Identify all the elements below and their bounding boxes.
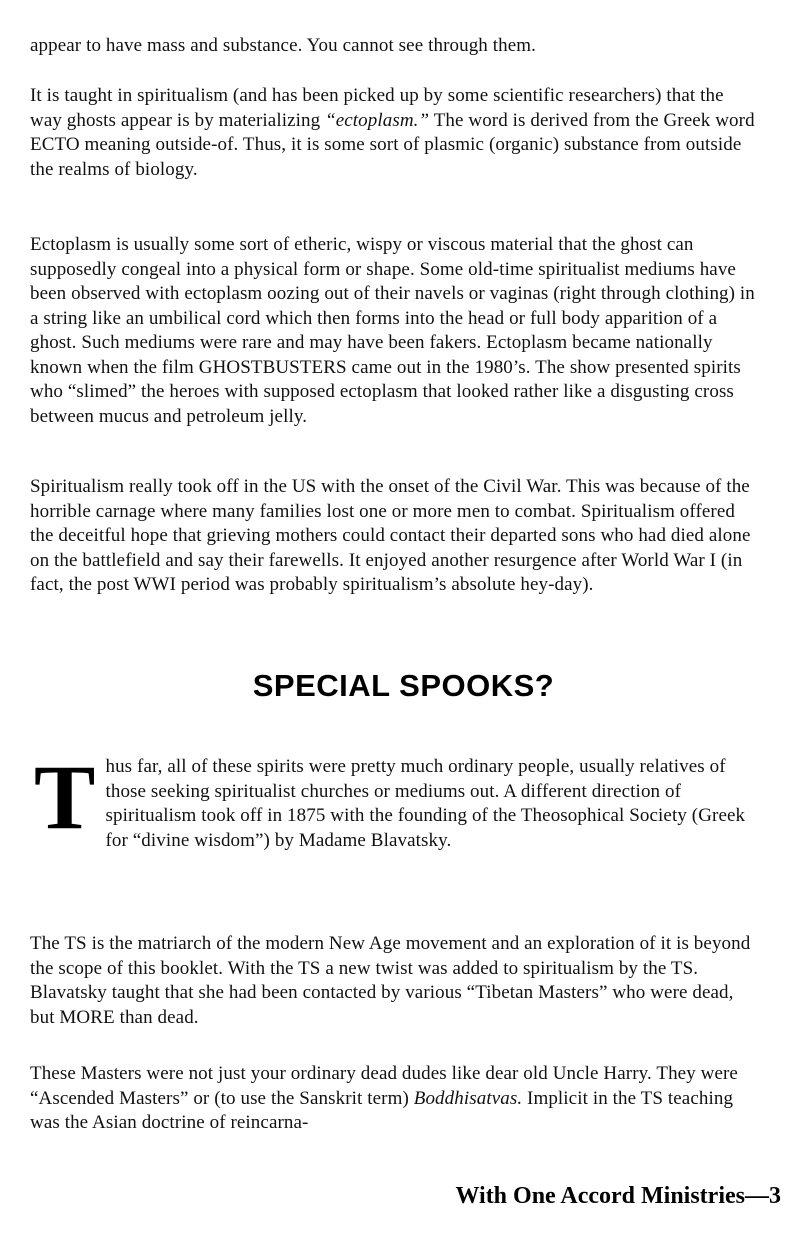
- paragraph-6: [30, 932, 760, 1030]
- paragraph-2-text-a: It is taught in spiritualism (and has been picked up by some scientific researchers) that the way ghosts appear is by materializing: [30, 85, 724, 131]
- paragraph-6-text: The TS is the matriarch of the modern New Age movement and an exploration of it is beyond the scope of this booklet. With the TS a new twist was added to spiritualism by the TS. Blavatsky taught that she had been contacted by various “Tibetan Masters” who were dead, but MORE than dead.: [30, 933, 751, 1028]
- paragraph-7-text-a: These Masters were not just your ordinary dead dudes like dear old Uncle Harry. They were “Ascended Masters” or (to use the Sanskrit term): [30, 1063, 738, 1109]
- section-heading: SPECIAL SPOOKS?: [252, 668, 555, 703]
- paragraph-1: [30, 34, 760, 59]
- drop-cap: T: [34, 746, 96, 848]
- paragraph-3: [30, 233, 760, 429]
- paragraph-1-text: appear to have mass and substance. You cannot see through them.: [30, 35, 536, 56]
- paragraph-2-text-b: The word is derived from the Greek word ECTO meaning outside-of. Thus, it is some sort of plasmic (organic) substance from outside the realms of biology.: [30, 109, 755, 180]
- paragraph-5: [30, 746, 760, 853]
- paragraph-7: [30, 1062, 760, 1136]
- paragraph-3-text: Ectoplasm is usually some sort of etheric, wispy or viscous material that the ghost can supposedly congeal into a physical form or shape. Some old-time spiritualist mediums have been observed with ectoplasm oozing out of their navels or vaginas (right through clothing) in a string like an umbilical cord which then forms into the head or full body apparition of a ghost. Such mediums were rare and may have been fakers. Ectoplasm became nationally known when the film GHOSTBUSTERS came out in the 1980’s. The show presented spirits who “slimed” the heroes with supposed ectoplasm that looked rather like a disgusting cross between mucus and petroleum jelly.: [30, 234, 755, 427]
- paragraph-4: [30, 475, 760, 598]
- paragraph-7-text-b: Implicit in the TS teaching was the Asian doctrine of reincarna-: [30, 1087, 734, 1133]
- paragraph-4-text: Spiritualism really took off in the US with the onset of the Civil War. This was because of the horrible carnage where many families lost one or more men to combat. Spiritualism offered the deceitful hope that grieving mothers could contact their departed sons who had died alone on the battlefield and say their farewells. It enjoyed another resurgence after World War I (in fact, the post WWI period was probably spiritualism’s absolute hey-day).: [30, 476, 751, 595]
- ectoplasm-term: “ectoplasm.”: [325, 109, 430, 131]
- paragraph-2: [30, 84, 760, 182]
- boddhisatvas-term: Boddhisatvas.: [413, 1087, 523, 1109]
- paragraph-5-text: hus far, all of these spirits were pretty much ordinary people, usually relatives of those seeking spiritualist churches or mediums out. A different direction of spiritualism took off in 1875 with the founding of the Theosophical Society (Greek for “divine wisdom”) by Madame Blavatsky.: [105, 756, 746, 851]
- page-footer: With One Accord Ministries—3: [455, 1183, 781, 1209]
